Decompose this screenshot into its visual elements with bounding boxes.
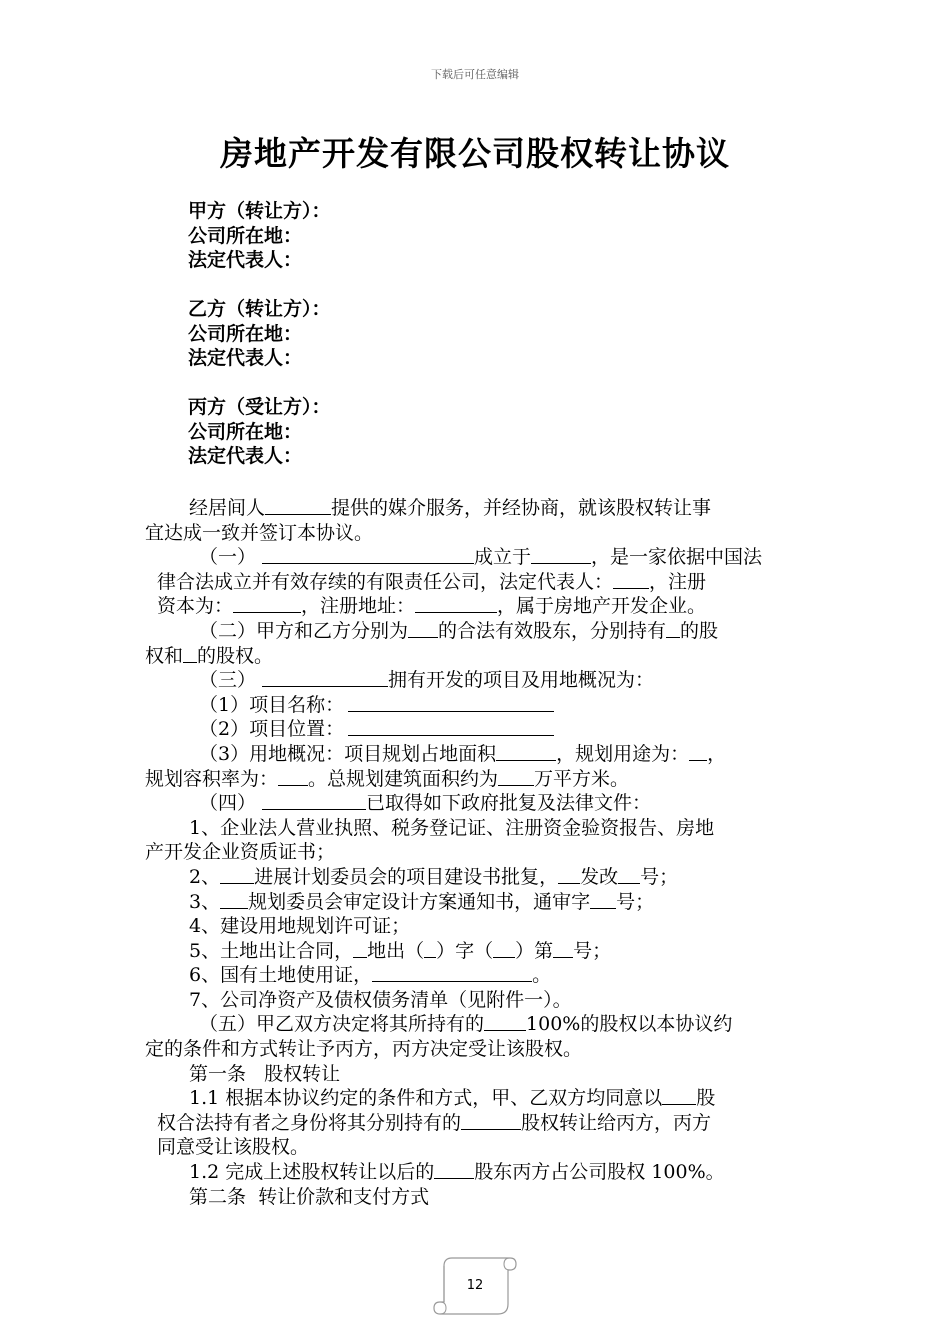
blank-field xyxy=(233,594,301,613)
parties-block xyxy=(188,199,331,493)
blank-field xyxy=(434,1160,474,1179)
paragraph-line xyxy=(145,816,810,841)
text: 股权转让给丙方，丙方 xyxy=(521,1111,712,1134)
text: （三） xyxy=(199,669,257,692)
text: ， xyxy=(707,742,727,765)
paragraph-line xyxy=(145,840,810,865)
paragraph-line xyxy=(145,496,810,521)
blank-field xyxy=(220,890,248,909)
text: （二）甲方和乙方分别为 xyxy=(199,619,409,642)
paragraph-line xyxy=(145,1135,810,1160)
party-a-role: 甲方（转让方）： xyxy=(188,200,331,222)
blank-field xyxy=(262,791,366,810)
text: （一） xyxy=(199,546,257,569)
paragraph-line xyxy=(145,619,810,644)
paragraph-line xyxy=(145,693,810,718)
text: 。总规划建筑面积约为 xyxy=(308,767,499,790)
text: （3）用地概况：项目规划占地面积 xyxy=(199,742,497,765)
text: 定的条件和方式转让予丙方，丙方决定受让该股权。 xyxy=(145,1038,583,1061)
text: 进展计划委员会的项目建设书批复， xyxy=(254,865,559,888)
text: 万平方米。 xyxy=(534,767,630,790)
text: ，是一家依据中国法 xyxy=(591,546,763,569)
blank-field xyxy=(613,570,649,589)
paragraph-line xyxy=(145,1086,810,1111)
text: 5、土地出让合同， xyxy=(189,939,354,962)
blank-field xyxy=(265,496,331,515)
text: 拥有开发的项目及用地概况为： xyxy=(388,669,655,692)
paragraph-line xyxy=(145,570,810,595)
paragraph-line xyxy=(145,1160,810,1185)
blank-field xyxy=(590,890,616,909)
text: 权合法持有者之身份将其分别持有的 xyxy=(157,1111,462,1134)
party-b-rep: 法定代表人： xyxy=(188,347,303,369)
party-b-address: 公司所在地： xyxy=(188,322,303,345)
blank-field xyxy=(408,619,438,638)
party-b-role: 乙方（转让方）： xyxy=(188,298,331,320)
paragraph-line xyxy=(145,742,810,767)
blank-field xyxy=(666,619,680,638)
party-b xyxy=(188,297,331,371)
paragraph-line xyxy=(145,644,810,669)
paragraph-line xyxy=(145,890,810,915)
text: 2、 xyxy=(189,865,221,888)
blank-field xyxy=(220,865,254,884)
party-a-rep: 法定代表人： xyxy=(188,249,303,271)
paragraph-line xyxy=(145,1111,810,1136)
paragraph-line xyxy=(145,545,810,570)
text: （五）甲乙双方决定将其所持有的 xyxy=(199,1013,485,1036)
text: 规划容积率为： xyxy=(145,767,279,790)
blank-field xyxy=(424,939,436,958)
text: 1.1 根据本协议约定的条件和方式，甲、乙双方均同意以 xyxy=(189,1087,663,1110)
text: ）字（ xyxy=(436,939,494,962)
blank-field xyxy=(262,545,474,564)
blank-field xyxy=(348,693,554,712)
agreement-body xyxy=(145,496,810,1209)
text: ，注册地址： xyxy=(301,595,416,618)
text: 权和 xyxy=(145,644,184,667)
page-number-scroll xyxy=(430,1252,520,1322)
blank-field xyxy=(553,939,573,958)
text: 1.2 完成上述股权转让以后的 xyxy=(189,1161,435,1184)
text: 100%的股权以本协议约 xyxy=(526,1013,733,1036)
text: 宜达成一致并签订本协议。 xyxy=(145,521,374,544)
text: 的股 xyxy=(680,619,719,642)
paragraph-line xyxy=(145,914,810,939)
paragraph-line xyxy=(145,1012,810,1037)
text: 同意受让该股权。 xyxy=(157,1136,310,1159)
paragraph-line xyxy=(145,939,810,964)
text: ，属于房地产开发企业。 xyxy=(497,595,707,618)
text: 4、建设用地规划许可证； xyxy=(189,915,411,938)
paragraph-line xyxy=(145,594,810,619)
text: 第二条 转让价款和支付方式 xyxy=(189,1185,430,1208)
text: 6、国有土地使用证， xyxy=(189,964,373,987)
paragraph-line xyxy=(145,767,810,792)
section-heading xyxy=(145,1185,810,1210)
blank-field xyxy=(348,717,554,736)
text: 号； xyxy=(640,865,679,888)
text: 发改 xyxy=(580,865,619,888)
text: 律合法成立并有效存续的有限责任公司，法定代表人： xyxy=(157,570,614,593)
header-note: 下载后可任意编辑 xyxy=(431,68,519,81)
blank-field xyxy=(461,1111,521,1130)
blank-field xyxy=(484,1012,526,1031)
paragraph-line xyxy=(145,865,810,890)
text: 的股权。 xyxy=(197,644,274,667)
text: 7、公司净资产及债权债务清单（见附件一）。 xyxy=(189,988,572,1011)
page-number: 12 xyxy=(466,1278,484,1293)
text: 经居间人 xyxy=(189,497,266,519)
text: 的合法有效股东，分别持有 xyxy=(438,619,667,642)
paragraph-line xyxy=(145,1037,810,1062)
blank-field xyxy=(531,545,591,564)
text: （四） xyxy=(199,792,257,815)
blank-field xyxy=(183,644,197,663)
text: ，注册 xyxy=(649,570,707,593)
text: ，规划用途为： xyxy=(556,742,690,765)
text: 地出（ xyxy=(367,939,425,962)
text: 规划委员会审定设计方案通知书，通审字 xyxy=(248,890,591,913)
paragraph-line xyxy=(145,988,810,1013)
section-heading xyxy=(145,1062,810,1087)
text: 成立于 xyxy=(474,546,532,569)
blank-field xyxy=(662,1086,696,1105)
blank-field xyxy=(262,668,388,687)
blank-field xyxy=(618,865,640,884)
blank-field xyxy=(372,963,532,982)
text: 股 xyxy=(696,1087,716,1110)
text: 提供的媒介服务，并经协商，就该股权转让事 xyxy=(331,497,712,519)
text: （1）项目名称： xyxy=(199,693,345,716)
text: 已取得如下政府批复及法律文件： xyxy=(366,792,652,815)
party-c xyxy=(188,395,331,469)
text: 号； xyxy=(573,939,612,962)
party-c-role: 丙方（受让方）： xyxy=(188,396,331,418)
blank-field xyxy=(493,939,515,958)
party-c-address: 公司所在地： xyxy=(188,420,303,443)
blank-field xyxy=(496,742,556,761)
blank-field xyxy=(498,767,534,786)
text: 。 xyxy=(532,964,552,987)
text: 产开发企业资质证书； xyxy=(145,841,336,864)
blank-field xyxy=(278,767,308,786)
blank-field xyxy=(415,594,497,613)
text: 股东丙方占公司股权 100%。 xyxy=(474,1161,725,1184)
text: 资本为： xyxy=(157,595,234,618)
text: 1、企业法人营业执照、税务登记证、注册资金验资报告、房地 xyxy=(189,816,715,839)
text: （2）项目位置： xyxy=(199,718,345,741)
paragraph-line xyxy=(145,717,810,742)
party-a xyxy=(188,199,331,273)
document-title: 房地产开发有限公司股权转让协议 xyxy=(220,134,730,173)
blank-field xyxy=(689,742,707,761)
paragraph-line xyxy=(145,791,810,816)
blank-field xyxy=(353,939,367,958)
paragraph-line xyxy=(145,521,810,546)
text: ）第 xyxy=(515,939,554,962)
text: 号； xyxy=(616,890,655,913)
blank-field xyxy=(558,865,580,884)
party-a-address: 公司所在地： xyxy=(188,224,303,247)
text: 3、 xyxy=(189,890,221,913)
text: 第一条 股权转让 xyxy=(189,1062,341,1085)
paragraph-line xyxy=(145,668,810,693)
paragraph-line xyxy=(145,963,810,988)
party-c-rep: 法定代表人： xyxy=(188,445,303,467)
